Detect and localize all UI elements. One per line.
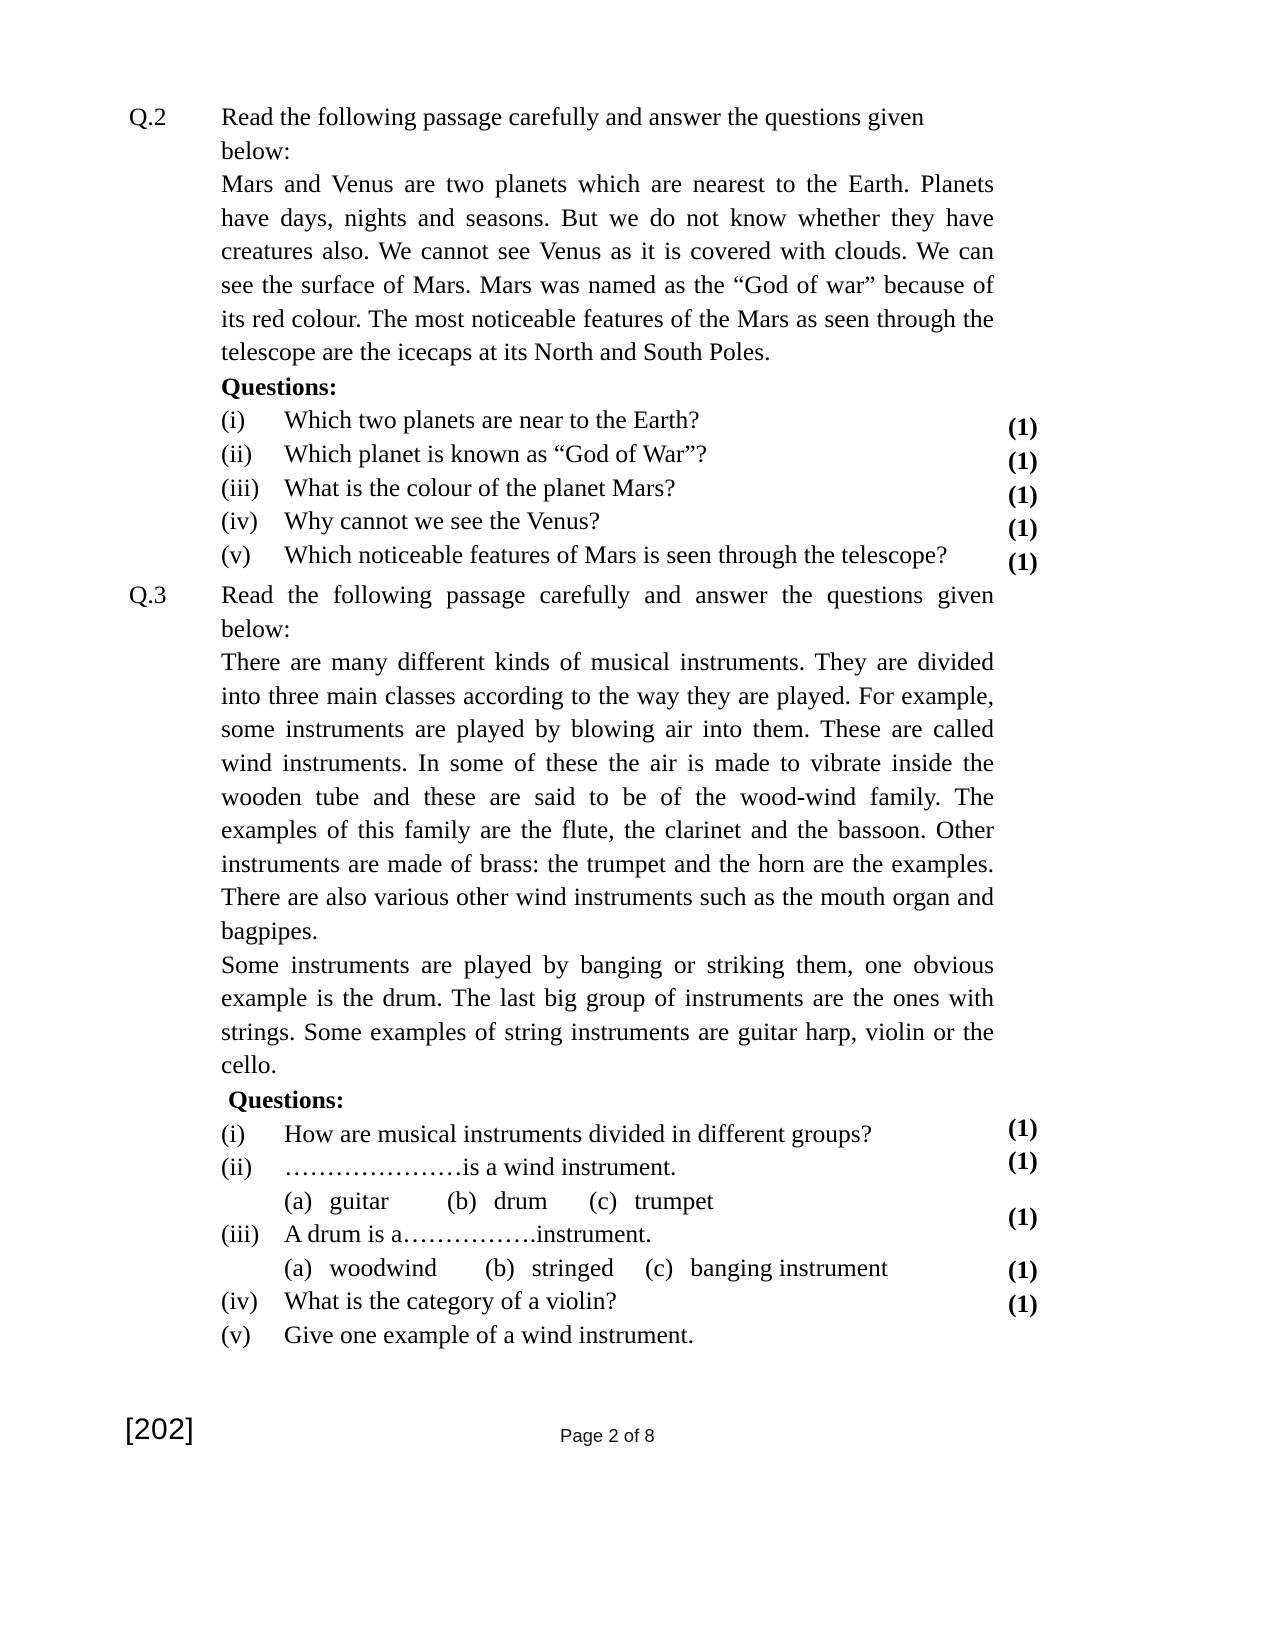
footer-page-number: Page 2 of 8 bbox=[560, 1425, 655, 1446]
q2-text-ii: Which planet is known as “God of War”? bbox=[284, 438, 708, 468]
q2-marks-ii: (1) bbox=[1008, 446, 1038, 475]
q3-option-ii-b-text: drum bbox=[493, 1185, 548, 1215]
q3-text-i: How are musical instruments divided in different groups? bbox=[284, 1118, 873, 1148]
question-number-q3: Q.3 bbox=[129, 580, 167, 609]
q3-marks-ii: (1) bbox=[1008, 1146, 1038, 1175]
q3-text-ii: …………………is a wind instrument. bbox=[284, 1152, 677, 1182]
q3-option-iii-b-text: stringed bbox=[531, 1252, 614, 1282]
q2-questions-heading: Questions: bbox=[221, 371, 338, 401]
q2-passage: Mars and Venus are two planets which are nearest to the Earth. Planets have days, nights and seasons. But we do not know whether they have creatures also. We cannot see Venus as it is covered with clouds. We can see the surface of Mars. Mars was named as the “God of war” because of its red colour. The most noticeable features of the Mars as seen through the telescope are the icecaps at its North and South Poles. bbox=[221, 169, 994, 367]
q3-option-iii-c[interactable] bbox=[645, 1251, 888, 1285]
q3-option-iii-c-label: (c) bbox=[645, 1252, 674, 1282]
q2-marker-ii: (ii) bbox=[221, 438, 253, 468]
q3-options-ii bbox=[221, 1184, 994, 1218]
q2-marks-iii: (1) bbox=[1008, 480, 1038, 509]
q3-subquestion-i bbox=[221, 1117, 994, 1151]
q3-text-iv: What is the category of a violin? bbox=[284, 1286, 617, 1316]
q2-instruction: Read the following passage carefully and answer the questions given below: bbox=[221, 102, 925, 165]
q3-option-ii-c-label: (c) bbox=[589, 1185, 618, 1215]
q3-option-iii-a-text: woodwind bbox=[329, 1252, 437, 1282]
q3-option-ii-a-label: (a) bbox=[284, 1185, 313, 1215]
q3-option-ii-c[interactable] bbox=[589, 1184, 714, 1218]
q2-marks-iv: (1) bbox=[1008, 513, 1038, 542]
q3-subquestion-iii bbox=[221, 1217, 994, 1251]
q2-marks-v: (1) bbox=[1008, 547, 1038, 576]
question-number-q2: Q.2 bbox=[129, 102, 167, 131]
q2-text-i: Which two planets are near to the Earth? bbox=[284, 405, 700, 435]
q3-passage-2: Some instruments are played by banging or striking them, one obvious example is the drum. The last big group of instruments are the ones with strings. Some examples of string instruments are guitar harp, violin or the cello. bbox=[221, 949, 994, 1080]
q3-option-ii-b[interactable] bbox=[447, 1184, 589, 1218]
question-body-q2 bbox=[221, 100, 994, 571]
q3-marker-ii: (ii) bbox=[221, 1152, 253, 1182]
q2-text-iii: What is the colour of the planet Mars? bbox=[284, 472, 676, 502]
q3-instruction: Read the following passage carefully and answer the questions given below: bbox=[221, 580, 994, 643]
q3-options-iii bbox=[221, 1251, 994, 1285]
q3-option-iii-c-text: banging instrument bbox=[690, 1252, 888, 1282]
q3-marks-i: (1) bbox=[1008, 1113, 1038, 1142]
q2-marks-i: (1) bbox=[1008, 412, 1038, 441]
q2-subquestion-i bbox=[221, 403, 994, 437]
q3-option-iii-a-label: (a) bbox=[284, 1252, 313, 1282]
q3-questions-heading: Questions: bbox=[228, 1084, 345, 1114]
q3-option-ii-a-text: guitar bbox=[329, 1185, 389, 1215]
q2-subquestion-ii bbox=[221, 437, 994, 471]
q3-subquestion-v bbox=[221, 1318, 994, 1352]
q3-subquestion-iv bbox=[221, 1284, 994, 1318]
q3-option-iii-b[interactable] bbox=[485, 1251, 645, 1285]
footer-paper-code: [202] bbox=[125, 1413, 195, 1446]
q3-marker-iv: (iv) bbox=[221, 1286, 258, 1316]
q2-marker-v: (v) bbox=[221, 539, 251, 569]
question-block-q2 bbox=[129, 100, 994, 571]
q2-marker-iii: (iii) bbox=[221, 472, 260, 502]
q2-subquestion-v bbox=[221, 538, 994, 572]
q3-option-ii-c-text: trumpet bbox=[634, 1185, 714, 1215]
q2-marker-iv: (iv) bbox=[221, 506, 258, 536]
q3-option-iii-a[interactable] bbox=[284, 1251, 485, 1285]
q3-passage-1: There are many different kinds of musical instruments. They are divided into three main classes according to the way they are played. For example, some instruments are played by blowing air into them. These are called wind instruments. In some of these the air is made to vibrate inside the wooden tube and these are said to be of the wood-wind family. The examples of this family are the flute, the clarinet and the bassoon. Other instruments are made of brass: the trumpet and the horn are the examples. There are also various other wind instruments such as the mouth organ and bagpipes. bbox=[221, 647, 994, 945]
question-body-q3 bbox=[221, 578, 994, 1352]
q2-text-iv: Why cannot we see the Venus? bbox=[284, 506, 601, 536]
q3-marker-v: (v) bbox=[221, 1320, 251, 1350]
q3-subquestion-ii bbox=[221, 1150, 994, 1184]
q3-marks-v: (1) bbox=[1008, 1289, 1038, 1318]
q3-marks-iv: (1) bbox=[1008, 1255, 1038, 1284]
q2-subquestion-iv bbox=[221, 504, 994, 538]
q3-text-iii: A drum is a…………….instrument. bbox=[284, 1219, 652, 1249]
q3-marker-iii: (iii) bbox=[221, 1219, 260, 1249]
q2-marker-i: (i) bbox=[221, 405, 246, 435]
q3-option-ii-b-label: (b) bbox=[447, 1185, 477, 1215]
q3-text-v: Give one example of a wind instrument. bbox=[284, 1320, 695, 1350]
q2-text-v: Which noticeable features of Mars is seen through the telescope? bbox=[284, 539, 948, 569]
question-block-q3 bbox=[129, 578, 994, 1352]
q3-marker-i: (i) bbox=[221, 1118, 246, 1148]
q3-marks-iii: (1) bbox=[1008, 1202, 1038, 1231]
q3-option-iii-b-label: (b) bbox=[485, 1252, 515, 1282]
q2-subquestion-iii bbox=[221, 471, 994, 505]
q3-option-ii-a[interactable] bbox=[284, 1184, 447, 1218]
